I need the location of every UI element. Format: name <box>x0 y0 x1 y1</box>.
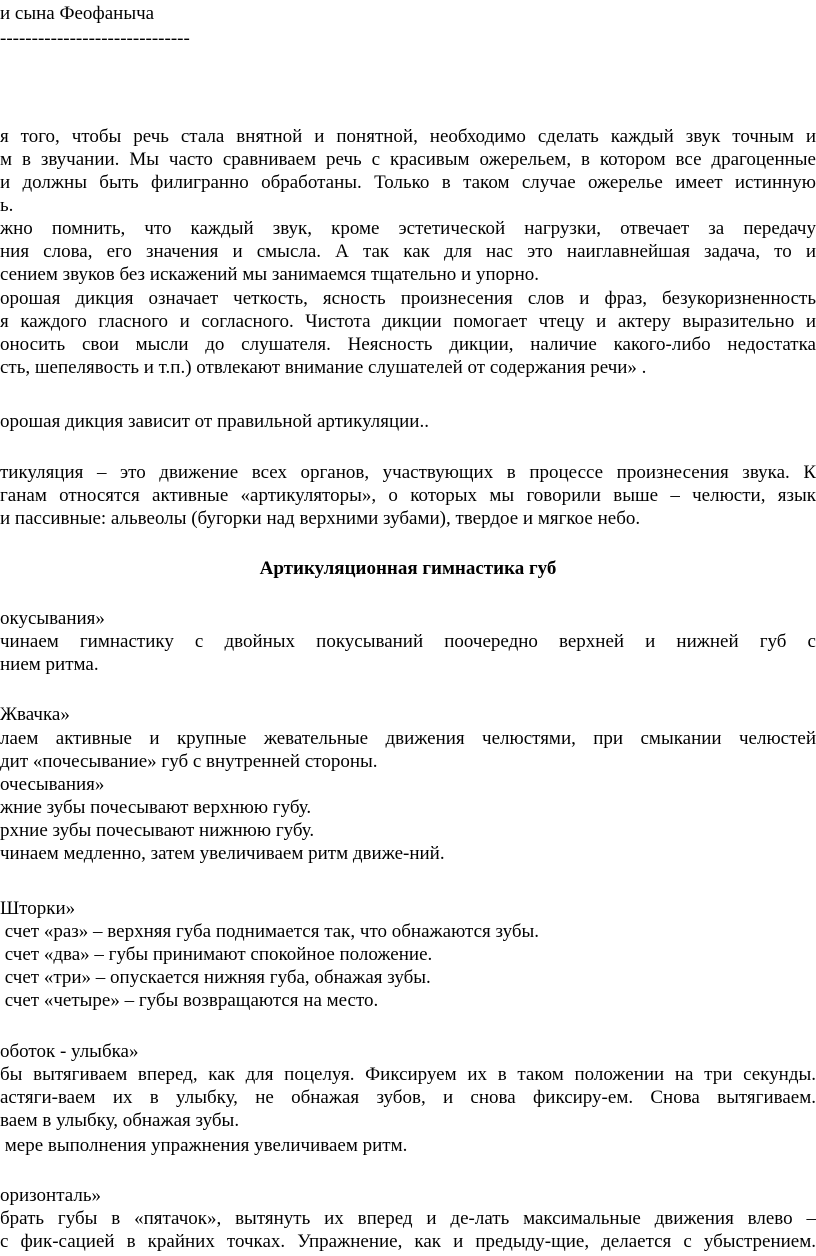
text-line: и должны быть филигранно обработаны. Только в таком случае ожерелье имеет истинную <box>0 172 816 193</box>
text-line: оносить свои мысли до слушателя. Неясность дикции, наличие какого-либо недостатка <box>0 334 816 355</box>
section-heading: Артикуляционная гимнастика губ <box>259 558 557 579</box>
header-line: и сына Феофаныча <box>0 3 155 24</box>
exercise-title: оботок - улыбка» <box>0 1041 139 1062</box>
exercise-title: оризонталь» <box>0 1185 102 1206</box>
text-line: счет «три» – опускается нижняя губа, обнажая зубы. <box>0 967 431 988</box>
text-line: я каждого гласного и согласного. Чистота дикции помогает чтецу и актеру выразительно и <box>0 311 816 332</box>
header-divider: ------------------------------ <box>0 28 190 49</box>
text-line: чинаем медленно, затем увеличиваем ритм движе-ний. <box>0 843 445 864</box>
text-line: астяги-ваем их в улыбку, не обнажая зубов, и снова фиксиру-ем. Снова вытягиваем. <box>0 1087 816 1108</box>
text-line: жно помнить, что каждый звук, кроме эстетической нагрузки, отвечает за передачу <box>0 218 816 239</box>
text-line: нием ритма. <box>0 654 99 675</box>
text-line: сть, шепелявость и т.п.) отвлекают внимание слушателей от содержания речи» . <box>0 357 647 378</box>
text-line: я того, чтобы речь стала внятной и понятной, необходимо сделать каждый звук точным и <box>0 126 816 147</box>
exercise-title: очесывания» <box>0 774 105 795</box>
text-line: счет «раз» – верхняя губа поднимается так, что обнажаются зубы. <box>0 921 540 942</box>
text-line: ганам относятся активные «артикуляторы», о которых мы говорили выше – челюсти, язык <box>0 485 816 506</box>
text-line: ния слова, его значения и смысла. А так как для нас это наиглавнейшая задача, то и <box>0 241 816 262</box>
text-line: тикуляция – это движение всех органов, участвующих в процессе произнесения звука. К <box>0 462 816 483</box>
text-line: счет «два» – губы принимают спокойное положение. <box>0 944 433 965</box>
text-line: ваем в улыбку, обнажая зубы. <box>0 1110 240 1131</box>
exercise-title: окусывания» <box>0 608 105 629</box>
text-line: дит «почесывание» губ с внутренней стороны. <box>0 751 378 772</box>
text-line: брать губы в «пятачок», вытянуть их вперед и де-лать максимальные движения влево – <box>0 1208 816 1229</box>
text-line: чинаем гимнастику с двойных покусываний поочередно верхней и нижней губ с <box>0 631 816 652</box>
text-line: м в звучании. Мы часто сравниваем речь с красивым ожерельем, в котором все драгоценные <box>0 149 816 170</box>
text-line: рхние зубы почесывают нижнюю губу. <box>0 820 315 841</box>
text-line: и пассивные: альвеолы (бугорки над верхними зубами), твердое и мягкое небо. <box>0 508 641 529</box>
exercise-title: Шторки» <box>0 898 76 919</box>
exercise-title: Жвачка» <box>0 704 70 725</box>
text-line: с фик-сацией в крайних точках. Упражнение, как и предыду-щие, делается с убыстрением. <box>0 1231 816 1252</box>
text-line: ь. <box>0 195 14 216</box>
text-line: бы вытягиваем вперед, как для поцелуя. Фиксируем их в таком положении на три секунды. <box>0 1064 816 1085</box>
text-line: орошая дикция зависит от правильной артикуляции.. <box>0 411 429 432</box>
text-line: лаем активные и крупные жевательные движения челюстями, при смыкании челюстей <box>0 728 816 749</box>
text-line: счет «четыре» – губы возвращаются на место. <box>0 990 379 1011</box>
text-line: сением звуков без искажений мы занимаемся тщательно и упорно. <box>0 264 540 285</box>
text-line: орошая дикция означает четкость, ясность произнесения слов и фраз, безукоризненность <box>0 288 816 309</box>
text-line: мере выполнения упражнения увеличиваем ритм. <box>0 1135 408 1156</box>
text-line: жние зубы почесывают верхнюю губу. <box>0 797 312 818</box>
